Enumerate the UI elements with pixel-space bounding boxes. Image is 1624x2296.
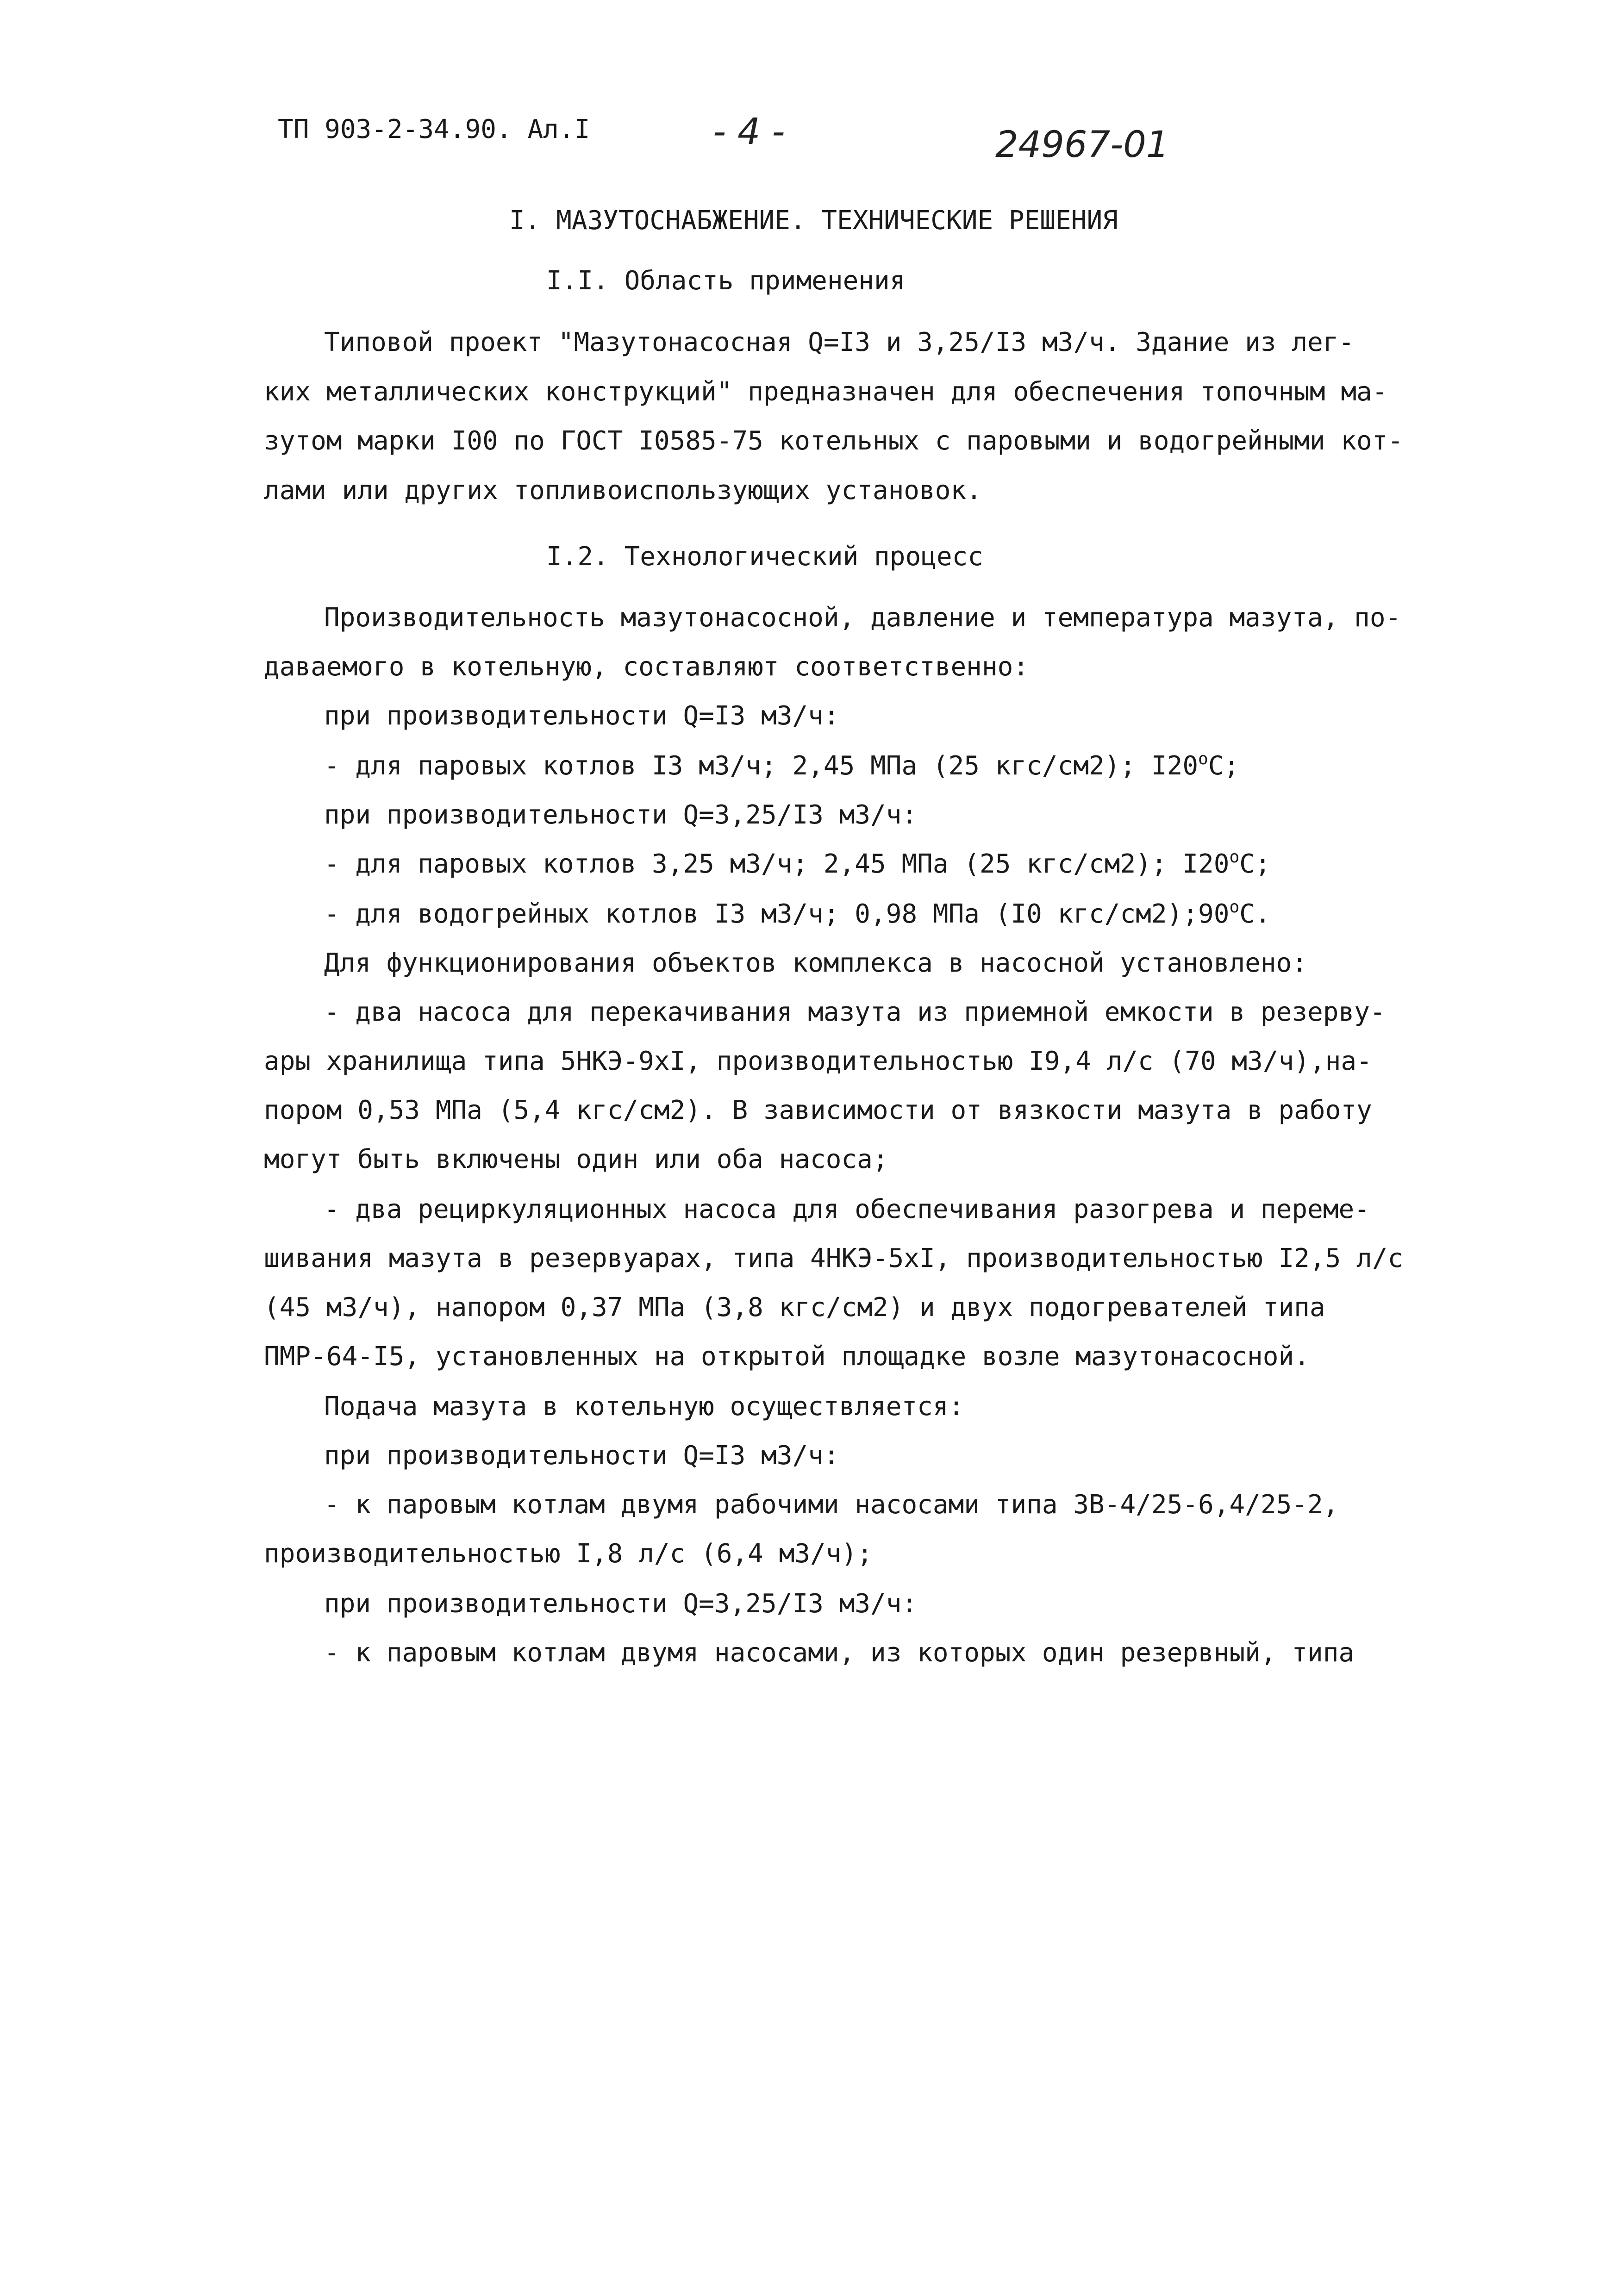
- text-line: пором 0,53 МПа (5,4 кгс/см2). В зависимости от вязкости мазута в работу: [264, 1095, 1372, 1125]
- text-line: зутом марки I00 по ГОСТ I0585-75 котельных с паровыми и водогрейными кот-: [264, 426, 1404, 456]
- text-line: Типовой проект "Мазутонасосная Q=I3 и 3,25/I3 м3/ч. Здание из лег-: [324, 327, 1355, 357]
- text-line: даваемого в котельную, составляют соответственно:: [264, 652, 1029, 682]
- subsection-title-scope: I.I. Область применения: [546, 266, 906, 296]
- text-line: при производительности Q=3,25/I3 м3/ч:: [324, 1589, 918, 1619]
- inventory-number: 24967-01: [995, 124, 1169, 166]
- text-line: производительностью I,8 л/с (6,4 м3/ч);: [264, 1539, 873, 1569]
- text-line: - к паровым котлам двумя рабочими насосами типа ЗВ-4/25-6,4/25-2,: [324, 1490, 1339, 1520]
- text-line: могут быть включены один или оба насоса;: [264, 1144, 888, 1174]
- document-code: ТП 903-2-34.90. Ал.I: [278, 114, 590, 144]
- text-line: (45 м3/ч), напором 0,37 МПа (3,8 кгс/см2) и двух подогревателей типа: [264, 1292, 1325, 1323]
- text-line: [324, 848, 1271, 880]
- text-line: [324, 750, 1239, 782]
- text-line: при производительности Q=3,25/I3 м3/ч:: [324, 800, 918, 830]
- text-fragment: - для паровых котлов I3 м3/ч; 2,45 МПа (25 кгс/см2); I20: [324, 751, 1199, 781]
- subsection-title-process: I.2. Технологический процесс: [546, 542, 984, 572]
- text-line: ары хранилища типа 5НКЭ-9хI, производительностью I9,4 л/с (70 м3/ч),на-: [264, 1046, 1372, 1076]
- text-line: - два рециркуляционных насоса для обеспечивания разогрева и переме-: [324, 1194, 1370, 1224]
- text-fragment: С;: [1239, 849, 1271, 879]
- text-line: - к паровым котлам двумя насосами, из которых один резервный, типа: [324, 1638, 1355, 1668]
- text-line: - два насоса для перекачивания мазута из приемной емкости в резерву-: [324, 997, 1386, 1027]
- text-line: при производительности Q=I3 м3/ч:: [324, 701, 839, 731]
- text-line: Подача мазута в котельную осуществляется:: [324, 1391, 964, 1422]
- text-fragment: С.: [1239, 899, 1271, 929]
- page-number: - 4 -: [713, 111, 785, 153]
- degree-sign: о: [1198, 749, 1208, 768]
- text-fragment: С;: [1208, 751, 1240, 781]
- text-fragment: - для паровых котлов 3,25 м3/ч; 2,45 МПа (25 кгс/см2); I20: [324, 849, 1230, 879]
- text-line: при производительности Q=I3 м3/ч:: [324, 1441, 839, 1471]
- degree-sign: о: [1229, 898, 1240, 917]
- text-line: Для функционирования объектов комплекса в насосной установлено:: [324, 948, 1308, 978]
- text-line: ких металлических конструкций" предназначен для обеспечения топочным ма-: [264, 377, 1388, 407]
- text-fragment: - для водогрейных котлов I3 м3/ч; 0,98 МПа (I0 кгс/см2);90: [324, 899, 1230, 929]
- text-line: лами или других топливоиспользующих установок.: [264, 475, 982, 505]
- text-line: Производительность мазутонасосной, давление и температура мазута, по-: [324, 603, 1401, 633]
- section-title: I. МАЗУТОСНАБЖЕНИЕ. ТЕХНИЧЕСКИЕ РЕШЕНИЯ: [509, 206, 1118, 236]
- degree-sign: о: [1229, 848, 1240, 867]
- text-line: ПМР-64-I5, установленных на открытой площадке возле мазутонасосной.: [264, 1341, 1310, 1372]
- text-line: [324, 898, 1271, 930]
- text-line: шивания мазута в резервуарах, типа 4НКЭ-5хI, производительностью I2,5 л/с: [264, 1243, 1404, 1273]
